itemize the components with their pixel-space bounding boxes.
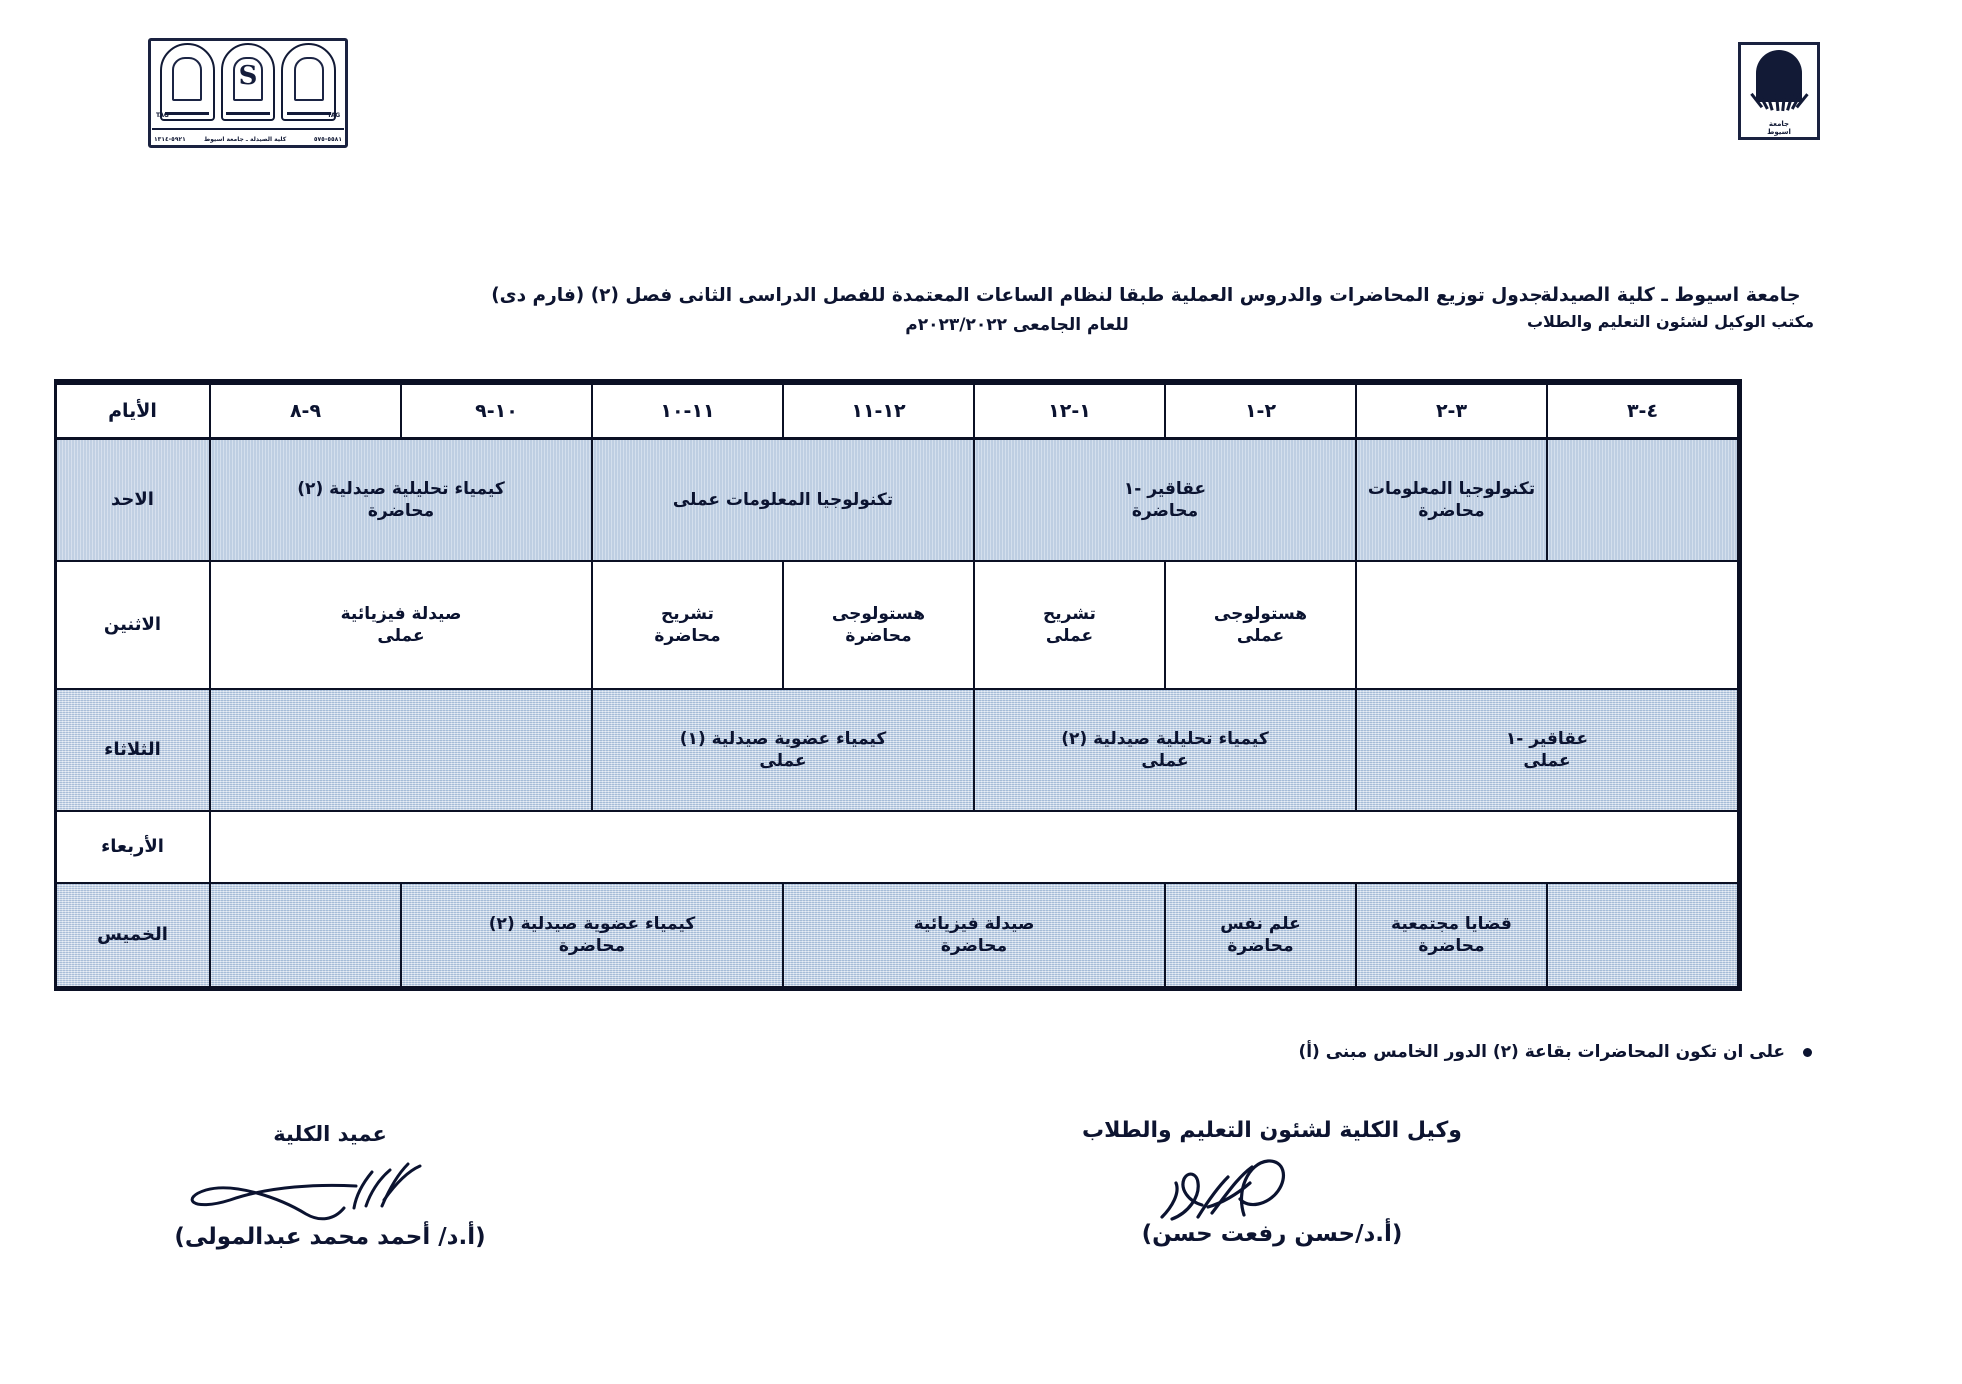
empty-slot-cell [210,811,1738,883]
session-type: محاضرة [558,936,626,956]
rays-icon [1748,94,1810,114]
schedule-row [55,561,1738,689]
course-name: هستولوجى [831,603,926,624]
days-column-header: الأيام [55,384,210,439]
empty-slot-cell [1356,561,1738,689]
course-name: كيمياء عضوية صيدلية (١) [679,728,887,749]
schedule-row [55,689,1738,811]
course-name: تشريح [1043,603,1096,624]
session-type: عملى [377,626,425,646]
university-logo-right [1738,42,1820,140]
class-slot-cell [974,439,1356,562]
dean-signature-block [120,1122,540,1250]
dean-name: (أ.د/ أحمد محمد عبدالمولى) [174,1224,486,1250]
course-name: تكنولوجيا المعلومات عملى [672,489,894,510]
session-type: محاضرة [1227,936,1294,956]
logo-tag-right: TAG [327,112,340,119]
schedule-table [54,382,1739,988]
class-slot-cell [1356,689,1738,811]
course-name: هستولوجى [1213,603,1308,624]
empty-slot-cell [210,689,592,811]
course-name: كيمياء تحليلية صيدلية (٢) [297,478,505,499]
logo-seals [160,43,336,139]
day-name-cell: الثلاثاء [55,689,210,811]
session-type: عملى [1236,626,1285,646]
title-line-1: جدول توزيع المحاضرات والدروس العملية طبقا لنظام الساعات المعتمدة للفصل الدراسى الثانى فصل (٢) (فارم دى) [491,285,1543,306]
office-line: مكتب الوكيل لشئون التعليم والطلاب [1526,311,1814,331]
course-name: كيمياء تحليلية صيدلية (٢) [1061,728,1269,749]
session-type: محاضرة [654,626,721,646]
university-logo-label: جامعة اسيوط [1767,119,1791,136]
course-name: كيمياء عضوية صيدلية (٢) [488,913,696,934]
vice-dean-role: وكيل الكلية لشئون التعليم والطلاب [1082,1118,1462,1143]
time-slot-header: ٤-٣ [1547,384,1738,439]
day-name-cell: الاثنين [55,561,210,689]
schedule-row [55,439,1738,562]
empty-slot-cell [210,883,401,987]
logo-tag-left: TAG [156,112,169,119]
footnote-text: على ان تكون المحاضرات بقاعة (٢) الدور الخامس مبنى (أ) [1298,1042,1785,1062]
schedule-body [55,384,1738,988]
footnote [1298,1042,1812,1062]
snake-seal-icon [221,43,276,121]
bullet-icon [1803,1048,1812,1057]
day-name-cell: الخميس [55,883,210,987]
class-slot-cell [783,561,974,689]
course-name: صيدلة فيزيائية [913,913,1035,934]
logo-divider [152,128,344,130]
logo-code-right: ٥٥٨١-٥٧٥ [313,136,342,143]
class-slot-cell [210,439,592,562]
logo-code-left: ٥٩٢١-١٣١٤ [154,136,186,143]
vice-dean-name: (أ.د/حسن رفعت حسن) [1141,1221,1403,1247]
course-name: عقاقير -١ [1505,728,1589,749]
session-type: محاضرة [1418,501,1485,521]
course-name: قضايا مجتمعية [1391,913,1512,934]
time-slot-header: ٩-٨ [210,384,401,439]
course-name: صيدلة فيزيائية [340,603,462,624]
schedule-header-row [55,384,1738,439]
time-slot-header: ٢-١ [1165,384,1356,439]
faculty-logo-left [148,38,348,148]
session-type: محاضرة [940,936,1008,956]
title-line-2: للعام الجامعى ٢٠٢٣/٢٠٢٢م [905,314,1129,335]
course-name: علم نفس [1220,913,1301,934]
session-type: محاضرة [1418,936,1485,956]
signature-scribble-icon [1012,1143,1532,1221]
schedule-row [55,883,1738,987]
course-name: تشريح [661,603,714,624]
vice-dean-signature-block [1012,1118,1532,1247]
document-title [452,282,1582,338]
session-type: محاضرة [1131,501,1199,521]
time-slot-header: ١٢-١١ [783,384,974,439]
class-slot-cell [1165,883,1356,987]
class-slot-cell [401,883,783,987]
empty-slot-cell [1547,883,1738,987]
day-name-cell: الأربعاء [55,811,210,883]
class-slot-cell [592,561,783,689]
session-type: عملى [1523,751,1571,771]
class-slot-cell [783,883,1165,987]
course-name: تكنولوجيا المعلومات [1367,478,1536,499]
class-slot-cell [1356,883,1547,987]
pharmacy-seal-icon [160,43,215,121]
session-type: عملى [1141,751,1189,771]
time-slot-header: ١١-١٠ [592,384,783,439]
time-slot-header: ١٠-٩ [401,384,592,439]
class-slot-cell [592,439,974,562]
signature-scribble-icon [120,1146,540,1224]
session-type: محاضرة [367,501,435,521]
course-name: عقاقير -١ [1123,478,1207,499]
class-slot-cell [974,689,1356,811]
class-slot-cell [592,689,974,811]
class-slot-cell [210,561,592,689]
dean-role: عميد الكلية [273,1122,387,1146]
vice-dean-signature-mark [1012,1143,1532,1221]
time-slot-header: ٣-٢ [1356,384,1547,439]
session-type: عملى [1045,626,1094,646]
logo-name-mid: كلية الصيدلة ـ جامعة اسيوط [204,136,287,143]
class-slot-cell [1165,561,1356,689]
class-slot-cell [974,561,1165,689]
mortar-seal-icon [281,43,336,121]
session-type: محاضرة [845,626,912,646]
schedule-row [55,811,1738,883]
schedule-table-wrapper [57,382,1739,988]
dean-signature-mark [120,1146,540,1224]
day-name-cell: الاحد [55,439,210,562]
class-slot-cell [1356,439,1547,562]
session-type: عملى [759,751,807,771]
empty-slot-cell [1547,439,1738,562]
time-slot-header: ١-١٢ [974,384,1165,439]
university-faculty-line: جامعة اسيوط ـ كلية الصيدلة [1540,284,1801,306]
